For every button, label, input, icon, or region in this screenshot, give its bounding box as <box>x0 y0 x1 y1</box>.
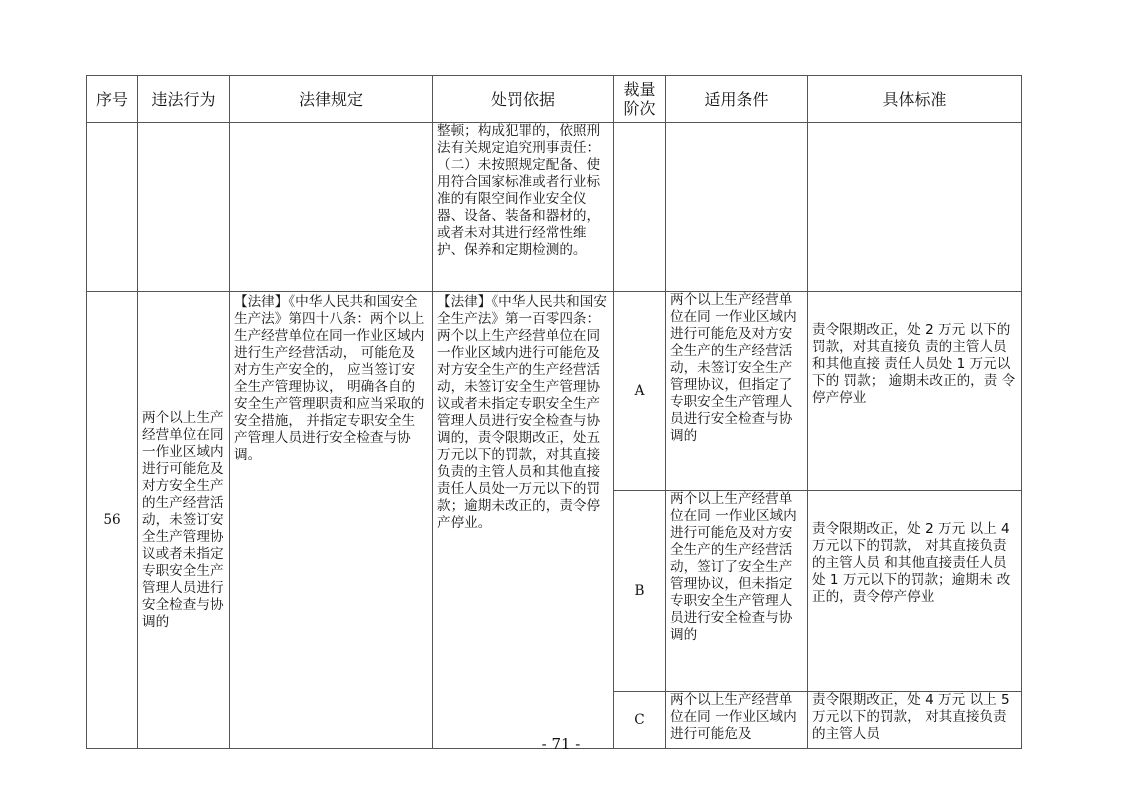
standard-a: 责令限期改正，处 2 万元 以下的罚款，对其直接负 责的主管人员和其他直接 责任人员处 1 万元以下的 罚款； 逾期未改正的，责 令停产停业 <box>808 292 1022 491</box>
condition-a: 两个以上生产经营单位在同 一作业区域内进行可能危及对方安全生产的生产经营活动，未签订安全生产管理协议，但指定了专职安全生产管理人员进行安全检查与协调的 <box>666 292 808 491</box>
entry-number: 56 <box>87 292 138 749</box>
continuation-basis: 整顿；构成犯罪的，依照刑法有关规定追究刑事责任：（二）未按照规定配备、使用符合国家标准或者行业标准的有限空间作业安全仪器、设备、装备和器材的，或者未对其进行经常性维护、保养和定期检测的。 <box>433 123 614 292</box>
empty-cell <box>230 123 433 292</box>
empty-cell <box>138 123 230 292</box>
level-a: A <box>614 292 666 491</box>
header-level: 裁量阶次 <box>614 76 666 123</box>
page-number: - 71 - <box>541 735 581 753</box>
level-b: B <box>614 491 666 692</box>
entry-violation: 两个以上生产经营单位在同一作业区域内进行可能危及对方安全生产的生产经营活动，未签订安全生产管理协议或者未指定专职安全生产管理人员进行安全检查与协调的 <box>138 292 230 749</box>
condition-c: 两个以上生产经营单位在同 一作业区域内进行可能危及 <box>666 692 808 749</box>
header-violation: 违法行为 <box>138 76 230 123</box>
empty-cell <box>87 123 138 292</box>
entry-basis: 【法律】《中华人民共和国安全生产法》第一百零四条： 两个以上生产经营单位在同一作业区域内进行可能危及对方安全生产的生产经营活动，未签订安全生产管理协议或者未指定专职安全生产管理人员进行安全检查与协调的，责令限期改正，处五万元以下的罚款，对其直接负责的主管人员和其他直接责任人员处一万元以下的罚款；逾期未改正的，责令停产停业。 <box>433 292 614 749</box>
table-row-continuation <box>87 123 1022 292</box>
header-basis: 处罚依据 <box>433 76 614 123</box>
table-header-row <box>87 76 1022 123</box>
header-condition: 适用条件 <box>666 76 808 123</box>
standard-b: 责令限期改正，处 2 万元 以上 4 万元以下的罚款， 对其直接负责的主管人员 和其他直接责任人员处 1 万元以下的罚款；逾期未 改正的，责令停产停业 <box>808 491 1022 692</box>
header-law: 法律规定 <box>230 76 433 123</box>
empty-cell <box>614 123 666 292</box>
entry-law: 【法律】《中华人民共和国安全生产法》第四十八条：两个以上生产经营单位在同一作业区域内进行生产经营活动， 可能危及对方生产安全的， 应当签订安全生产管理协议， 明确各自的安全生产管理职责和应当采取的安全措施， 并指定专职安全生产管理人员进行安全检查与协调。 <box>230 292 433 749</box>
header-standard: 具体标准 <box>808 76 1022 123</box>
empty-cell <box>666 123 808 292</box>
header-number: 序号 <box>87 76 138 123</box>
table-row-level-a <box>87 292 1022 491</box>
penalty-standard-table <box>86 75 1022 749</box>
standard-c: 责令限期改正，处 4 万元 以上 5 万元以下的罚款， 对其直接负责的主管人员 <box>808 692 1022 749</box>
empty-cell <box>808 123 1022 292</box>
level-c: C <box>614 692 666 749</box>
condition-b: 两个以上生产经营单位在同 一作业区域内进行可能危及对方安全生产的生产经营活动，签订了安全生产管理协议，但未指定专职安全生产管理人员进行安全检查与协调的 <box>666 491 808 692</box>
